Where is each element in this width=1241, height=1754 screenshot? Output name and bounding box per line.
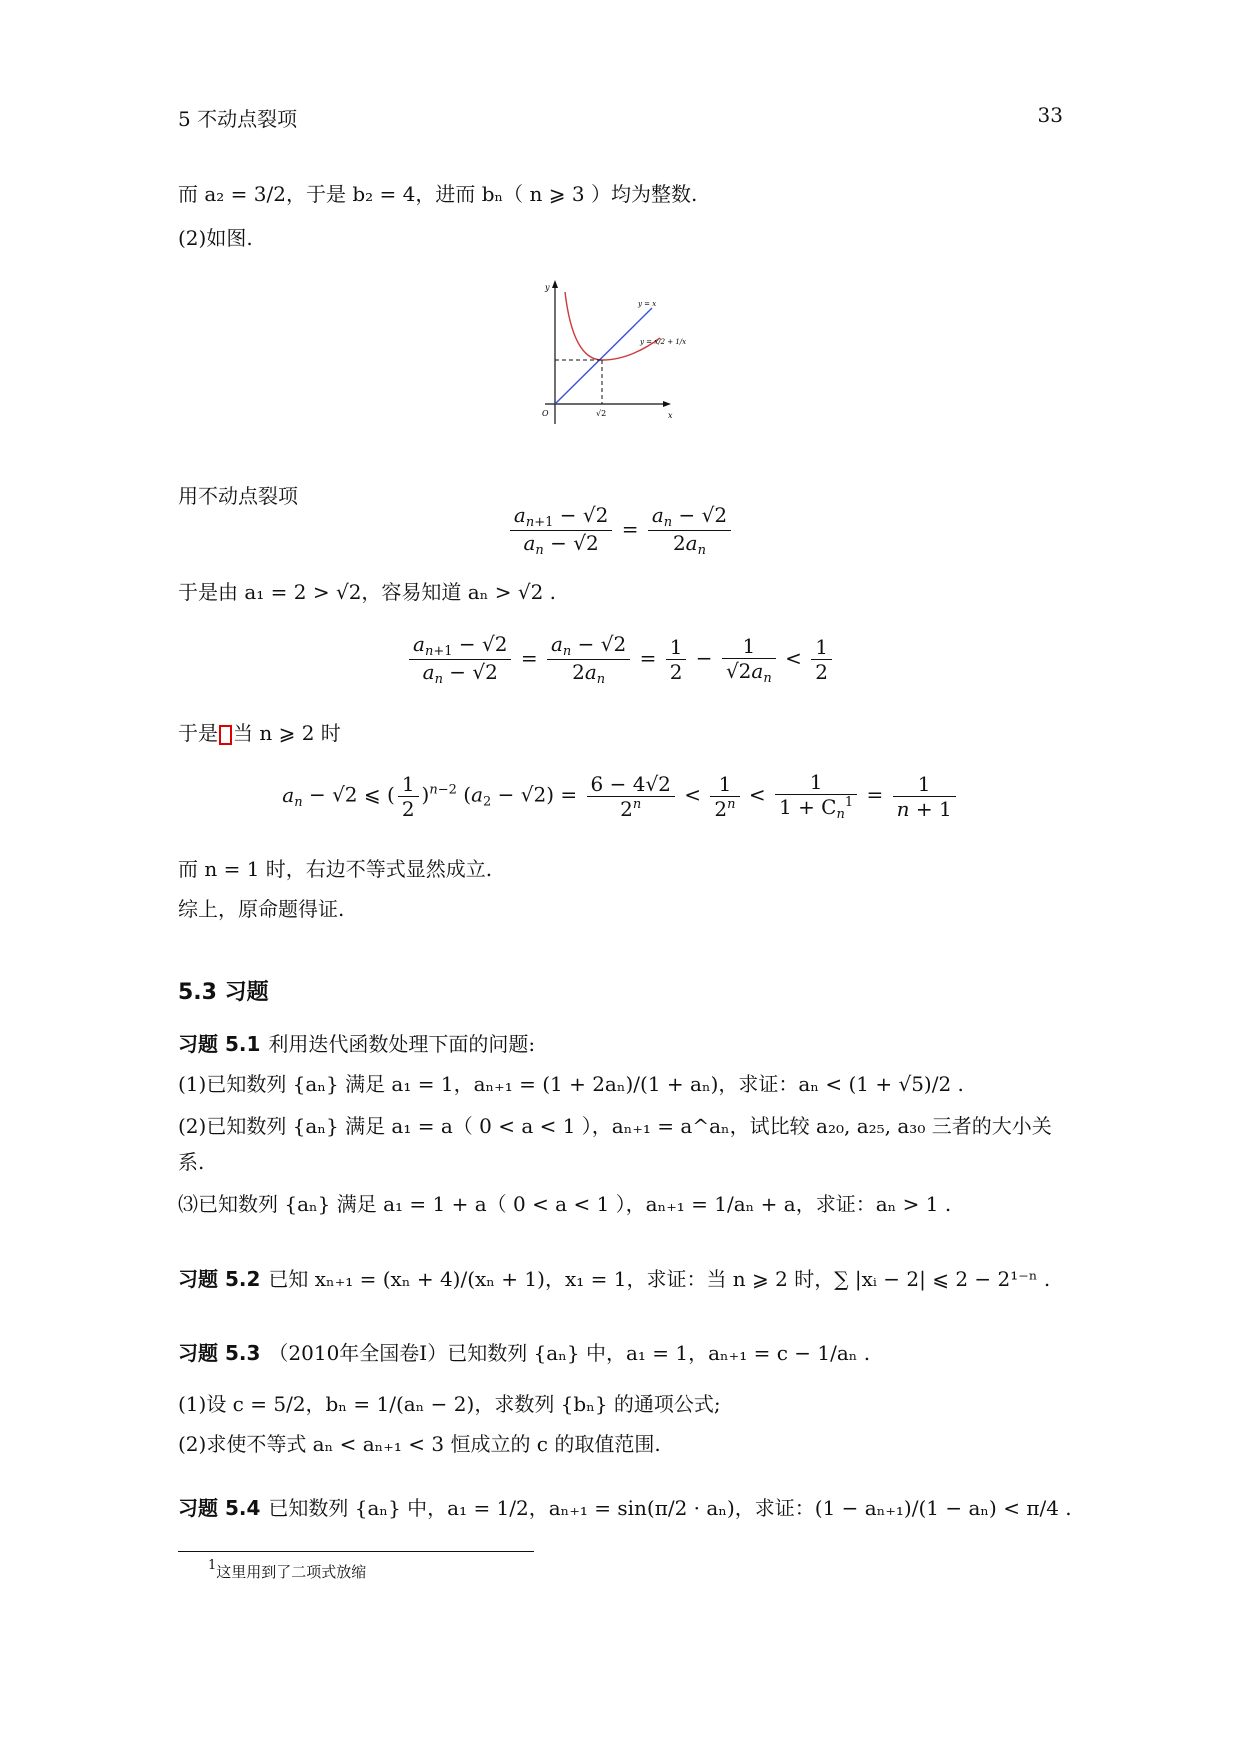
problem-5-4 — [178, 1494, 1072, 1522]
equation-3: $a_n - √2$ ⩽ ( $\frac{1}{2}$ )$^{n-2}$ $(a_2 - √2)$ = $\frac{6 - 4√2}{2^n}$ < $\frac{1}{2^n}$ < $\frac{1}{1 + C_n^1}$ = $\frac{1}{n + 1}$ — [0, 770, 1241, 822]
problem-5-3-part-1: (1)设 c = 5/2，bₙ = 1/(aₙ − 2)，求数列 {bₙ} 的通项公式; — [178, 1392, 721, 1416]
label-curve: y = x/2 + 1/x — [640, 338, 687, 346]
tick-label-sqrt2: √2 — [596, 409, 607, 418]
problem-5-2 — [178, 1265, 1050, 1293]
footnote-number: 1 — [208, 1558, 217, 1573]
problem-text: 利用迭代函数处理下面的问题: — [268, 1032, 536, 1056]
problem-label: 习题 5.1 — [178, 1032, 261, 1056]
equation-2: $\frac{a_{n+1} - √2}{a_n - √2}$ = $\frac{a_n - √2}{2a_n}$ = $\frac{1}{2}$ − $\frac{1}{√2a_n}$ < $\frac{1}{2}$ — [0, 632, 1241, 687]
problem-label: 习题 5.3 — [178, 1341, 261, 1365]
function-graph — [520, 280, 720, 430]
footnote-rule — [178, 1551, 534, 1552]
problem-text: 已知 xₙ₊₁ = (xₙ + 4)/(xₙ + 1)，x₁ = 1，求证：当 n ⩾ 2 时，∑ |xᵢ − 2| ⩽ 2 − 2¹⁻ⁿ . — [268, 1267, 1051, 1291]
footnote-text: 这里用到了二项式放缩 — [216, 1563, 367, 1581]
problem-5-3-part-2: (2)求使不等式 aₙ < aₙ₊₁ < 3 恒成立的 c 的取值范围. — [178, 1432, 661, 1456]
text-line-3: 用不动点裂项 — [178, 484, 298, 508]
text-line-2: (2)如图. — [178, 226, 253, 250]
problem-text: 已知数列 {aₙ} 中，a₁ = 1/2，aₙ₊₁ = sin(π/2 · aₙ)，求证：(1 − aₙ₊₁)/(1 − aₙ) < π/4 . — [268, 1496, 1072, 1520]
y-axis-arrow — [552, 280, 558, 288]
problem-label: 习题 5.4 — [178, 1496, 261, 1520]
problem-label: 习题 5.2 — [178, 1267, 261, 1291]
problem-5-1-intro — [178, 1030, 535, 1058]
problem-5-1-part-2: (2)已知数列 {aₙ} 满足 a₁ = a（ 0 < a < 1 ），aₙ₊₁ = a^aₙ，试比较 a₂₀, a₂₅, a₃₀ 三者的大小关 — [178, 1114, 1052, 1138]
text-line-7: 综上，原命题得证. — [178, 897, 345, 921]
text-line-1: 而 a₂ = 3/2，于是 b₂ = 4，进而 bₙ（ n ⩾ 3 ）均为整数. — [178, 182, 698, 206]
axis-label-x: x — [668, 411, 673, 420]
text-line-5-start: 于是 — [178, 721, 218, 745]
page-number: 33 — [1037, 103, 1063, 127]
text-line-5 — [178, 719, 341, 747]
problem-5-1-part-3: ⑶已知数列 {aₙ} 满足 a₁ = 1 + a（ 0 < a < 1 ），aₙ₊₁ = 1/aₙ + a，求证：aₙ > 1 . — [178, 1192, 952, 1216]
origin-label: O — [542, 409, 549, 418]
text-line-5-end: 当 n ⩾ 2 时 — [233, 721, 341, 745]
section-title: 5.3 习题 — [178, 980, 269, 1005]
x-axis-arrow — [663, 401, 671, 407]
footnote-marker-box[interactable] — [219, 725, 232, 745]
line-y-equals-x — [555, 308, 652, 404]
problem-text: （2010年全国卷I）已知数列 {aₙ} 中，a₁ = 1，aₙ₊₁ = c − 1/aₙ . — [268, 1341, 871, 1365]
text-line-6: 而 n = 1 时，右边不等式显然成立. — [178, 857, 493, 881]
problem-5-1-part-2-cont: 系. — [178, 1150, 205, 1174]
axis-label-y: y — [545, 283, 550, 292]
label-y-equals-x: y = x — [638, 300, 657, 308]
footnote — [208, 1558, 366, 1582]
problem-5-3 — [178, 1339, 870, 1367]
equation-1: $\frac{a_{n+1} - √2}{a_n - √2}$ = $\frac{a_n - √2}{2a_n}$ — [0, 503, 1241, 558]
running-header-chapter: 5 不动点裂项 — [178, 107, 298, 131]
text-line-4: 于是由 a₁ = 2 > √2，容易知道 aₙ > √2 . — [178, 580, 557, 604]
problem-5-1-part-1: (1)已知数列 {aₙ} 满足 a₁ = 1，aₙ₊₁ = (1 + 2aₙ)/(1 + aₙ)，求证：aₙ < (1 + √5)/2 . — [178, 1072, 964, 1096]
